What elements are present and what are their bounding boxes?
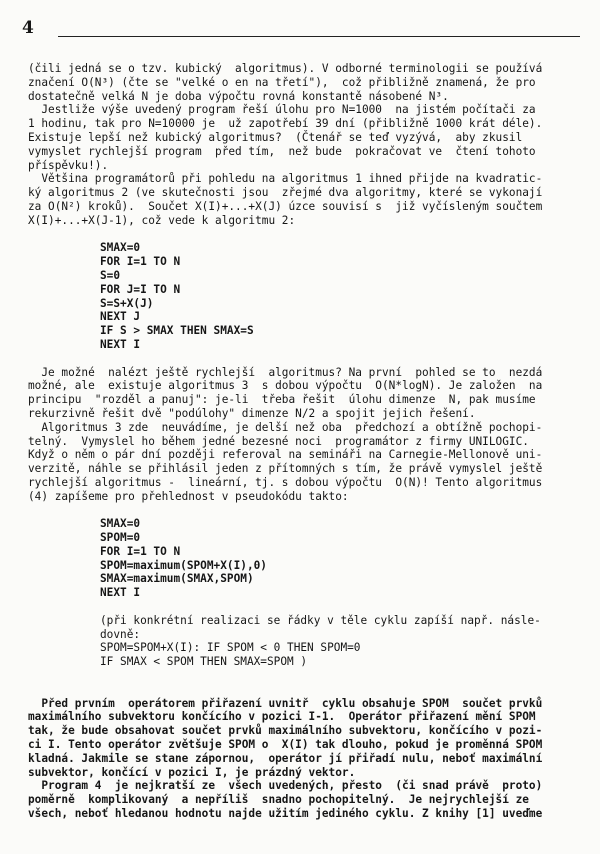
text-line: Existuje lepší než kubický algoritmus? (Čtenář se teď vyzývá, aby zkusil — [28, 130, 523, 144]
code-note — [28, 614, 584, 669]
text-line: telný. Vymyslel ho během jedné bezesné noci programátor z firmy UNILOGIC. — [28, 434, 529, 448]
page-number: 4 — [22, 18, 34, 38]
text-line: Jestliže výše uvedený program řeší úlohu pro N=1000 na jistém počítači za — [28, 103, 536, 117]
code-line: SMAX=0 — [100, 517, 141, 531]
code-line: SPOM=0 — [100, 531, 141, 545]
paragraph-block — [28, 366, 584, 504]
text-line: Je možné nalézt ještě rychlejší algoritmus? Na první pohled se to nezdá — [28, 365, 543, 379]
text-line: (4) zapíšeme pro přehlednost v pseudokódu takto: — [28, 489, 349, 503]
block-spacer — [28, 669, 584, 683]
text-line: Před prvním operátorem přiřazení uvnitř cyklu obsahuje SPOM součet prvků — [28, 696, 543, 710]
code-line: S=0 — [100, 268, 121, 282]
text-line: značení O(N³) (čte se "velké o en na třetí"), což přibližně znamená, že pro — [28, 75, 536, 89]
text-line: ký algoritmus 2 (ve skutečnosti jsou zřejmé dva algoritmy, které se vykonají — [28, 186, 543, 200]
text-line: Když o něm o pár dní později referoval na semináři na Carnegie-Mellonově uni- — [28, 448, 543, 462]
text-line: SPOM=SPOM+X(I): IF SPOM < 0 THEN SPOM=0 — [100, 641, 361, 655]
text-line: (čili jedná se o tzv. kubický algoritmus). V odborné terminologii se používá — [28, 62, 543, 75]
code-line: FOR I=1 TO N — [100, 255, 181, 269]
text-line: X(I)+...+X(J-1), což vede k algoritmu 2: — [28, 213, 296, 227]
code-line: S=S+X(J) — [100, 296, 154, 310]
code-line: NEXT I — [100, 337, 141, 351]
text-line: dovně: — [100, 627, 141, 641]
text-line: dostatečně velká N je doba výpočtu rovná konstantě násobené N³. — [28, 89, 449, 103]
text-line: maximálního subvektoru končícího v pozici I-1. Operátor přiřazení mění SPOM — [28, 710, 536, 724]
code-listing — [28, 517, 584, 600]
code-line: SPOM=maximum(SPOM+X(I),0) — [100, 558, 267, 572]
block-spacer — [28, 600, 584, 614]
text-line: příspěvku!). — [28, 158, 109, 172]
code-line: SMAX=0 — [100, 241, 141, 255]
text-line: Algoritmus 3 zde neuvádíme, je delší než oba předchozí a obtížně pochopi- — [28, 420, 543, 434]
header-rule — [58, 36, 580, 37]
text-line: kladná. Jakmile se stane zápornou, operátor jí přiřadí nulu, neboť maximální — [28, 751, 543, 765]
text-line: ci I. Tento operátor zvětšuje SPOM o X(I) tak dlouho, pokud je proměnná SPOM — [28, 738, 543, 752]
block-spacer — [28, 228, 584, 242]
block-spacer — [28, 504, 584, 518]
text-line: Program 4 je nejkratší ze všech uvedených, přesto (či snad právě proto) — [28, 779, 543, 793]
code-line: NEXT J — [100, 310, 141, 324]
text-line: verzitě, náhle se přihlásil jeden z přítomných s tím, že právě vymyslel ještě — [28, 462, 543, 476]
text-line: IF SMAX < SPOM THEN SMAX=SPOM ) — [100, 655, 308, 669]
paragraph-block — [28, 697, 584, 821]
text-line: všech, neboť hledanou hodnotu najde užitím jediného cyklu. Z knihy [1] uveďme — [28, 807, 543, 821]
text-line: (při konkrétní realizaci se řádky v těle cyklu zapíší např. násle- — [100, 613, 541, 627]
text-line: vymyslet rychlejší program před tím, než bude pokračovat ve čtení tohoto — [28, 144, 536, 158]
text-line: 1 hodinu, tak pro N=10000 je už zapotřebí 39 dní (přibližně 1000 krát déle). — [28, 117, 543, 131]
code-line: SMAX=maximum(SMAX,SPOM) — [100, 572, 254, 586]
block-spacer — [28, 683, 584, 697]
text-line: subvektor, končící v pozici I, je prázdný vektor. — [28, 765, 356, 779]
code-line: IF S > SMAX THEN SMAX=S — [100, 324, 254, 338]
code-listing — [28, 241, 584, 351]
text-line: možné, ale existuje algoritmus 3 s dobou výpočtu O(N*logN). Je založen na — [28, 379, 543, 393]
code-line: FOR J=I TO N — [100, 282, 181, 296]
code-line: FOR I=1 TO N — [100, 544, 181, 558]
text-line: principu "rozděl a panuj": je-li třeba řešit úlohu dimenze N, pak musíme — [28, 393, 536, 407]
text-line: za O(N²) kroků). Součet X(I)+...+X(J) úzce souvisí s již vyčísleným součtem — [28, 199, 543, 213]
block-spacer — [28, 352, 584, 366]
text-line: rekurzivně řešit dvě "podúlohy" dimenze N/2 a spojit jejich řešení. — [28, 406, 476, 420]
document-body — [28, 62, 584, 821]
paragraph-block — [28, 62, 584, 228]
text-line: Většina programátorů při pohledu na algoritmus 1 ihned přijde na kvadratic- — [28, 172, 543, 186]
text-line: rychlejší algoritmus - lineární, tj. s dobou výpočtu O(N)! Tento algoritmus — [28, 475, 543, 489]
text-line: poměrně komplikovaný a nepříliš snadno pochopitelný. Je nejrychlejší ze — [28, 793, 529, 807]
code-line: NEXT I — [100, 586, 141, 600]
text-line: tak, že bude obsahovat součet prvků maximálního subvektoru, končícího v pozi- — [28, 724, 543, 738]
